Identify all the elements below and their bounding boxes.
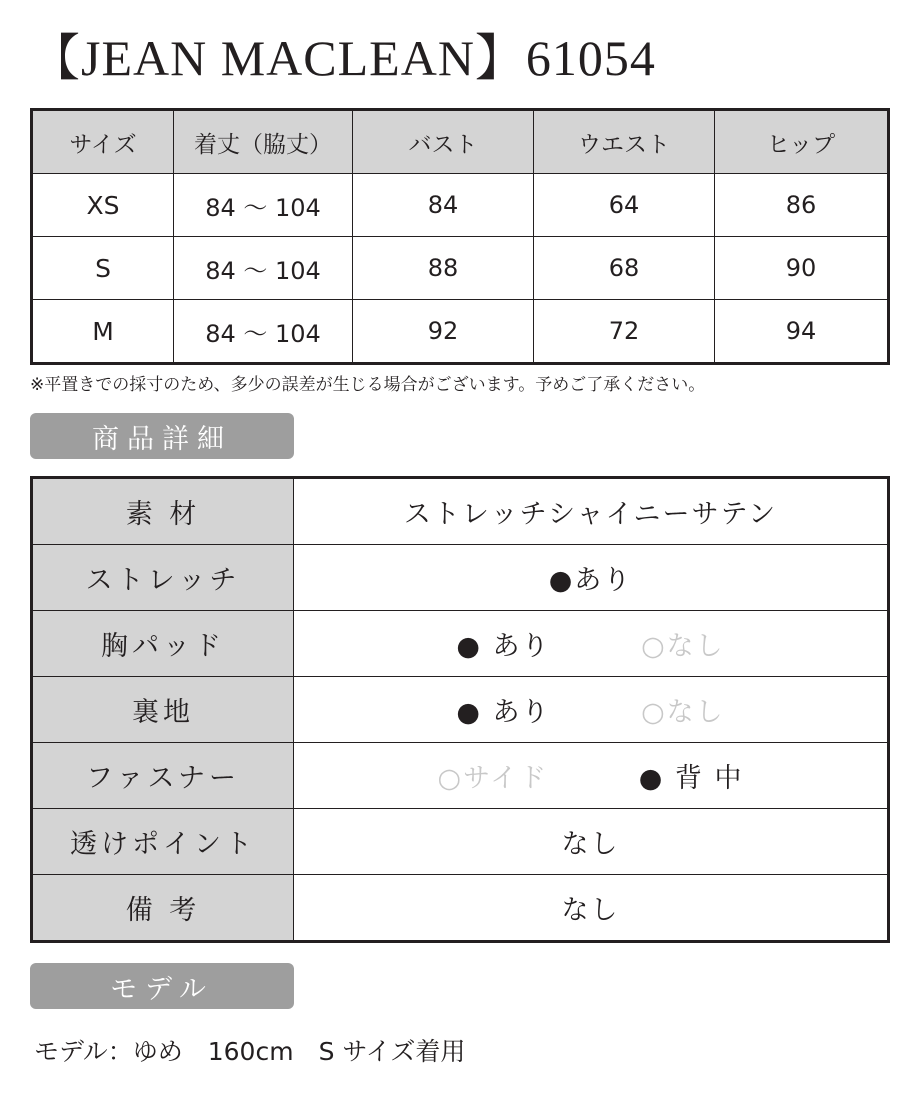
remarks-label: 備 考 [32,875,294,942]
fastener-option-side: ○サイド [437,763,549,794]
page-title: 【JEAN MACLEAN】61054 [30,30,656,86]
details-table [30,476,890,943]
hip-cell: 90 [715,237,889,300]
length-cell: 84 〜 104 [174,174,353,237]
table-row [32,300,889,364]
length-cell: 84 〜 104 [174,300,353,364]
model-info: モデル：ゆめ 160cm S サイズ着用 [34,1037,466,1066]
lining-option-no: ○なし [641,697,725,728]
sheer-label: 透けポイント [32,809,294,875]
waist-cell: 64 [534,174,715,237]
detail-row-sheer [32,809,889,875]
header-length: 着丈（脇丈） [174,110,353,174]
detail-row-stretch [32,545,889,611]
waist-cell: 72 [534,300,715,364]
size-table-header [32,110,889,174]
header-size: サイズ [32,110,174,174]
size-table [30,108,890,365]
table-row [32,174,889,237]
size-cell: S [32,237,174,300]
size-cell: M [32,300,174,364]
header-waist: ウエスト [534,110,715,174]
detail-row-pad [32,611,889,677]
length-cell: 84 〜 104 [174,237,353,300]
detail-row-fastener [32,743,889,809]
detail-row-lining [32,677,889,743]
sheer-value: なし [294,809,889,875]
table-row [32,237,889,300]
fastener-option-back: ● 背 中 [638,763,744,794]
hip-cell: 86 [715,174,889,237]
waist-cell: 68 [534,237,715,300]
detail-row-material [32,478,889,545]
size-cell: XS [32,174,174,237]
header-hip: ヒップ [715,110,889,174]
fastener-value [294,743,889,809]
lining-value [294,677,889,743]
hip-cell: 94 [715,300,889,364]
measurement-note: ※平置きでの採寸のため、多少の誤差が生じる場合がございます。予めご了承ください。 [30,375,706,395]
bust-cell: 88 [353,237,534,300]
pad-value [294,611,889,677]
detail-row-remarks [32,875,889,942]
bust-cell: 84 [353,174,534,237]
details-section-label: 商品詳細 [30,413,294,459]
material-label: 素 材 [32,478,294,545]
pad-option-no: ○なし [641,631,725,662]
pad-label: 胸パッド [32,611,294,677]
lining-label: 裏地 [32,677,294,743]
model-section-label: モデル [30,963,294,1009]
fastener-label: ファスナー [32,743,294,809]
material-value: ストレッチシャイニーサテン [294,478,889,545]
lining-option-yes: ● あり [456,697,551,728]
remarks-value: なし [294,875,889,942]
stretch-value: ●あり [294,545,889,611]
bust-cell: 92 [353,300,534,364]
pad-option-yes: ● あり [456,631,551,662]
stretch-label: ストレッチ [32,545,294,611]
header-bust: バスト [353,110,534,174]
